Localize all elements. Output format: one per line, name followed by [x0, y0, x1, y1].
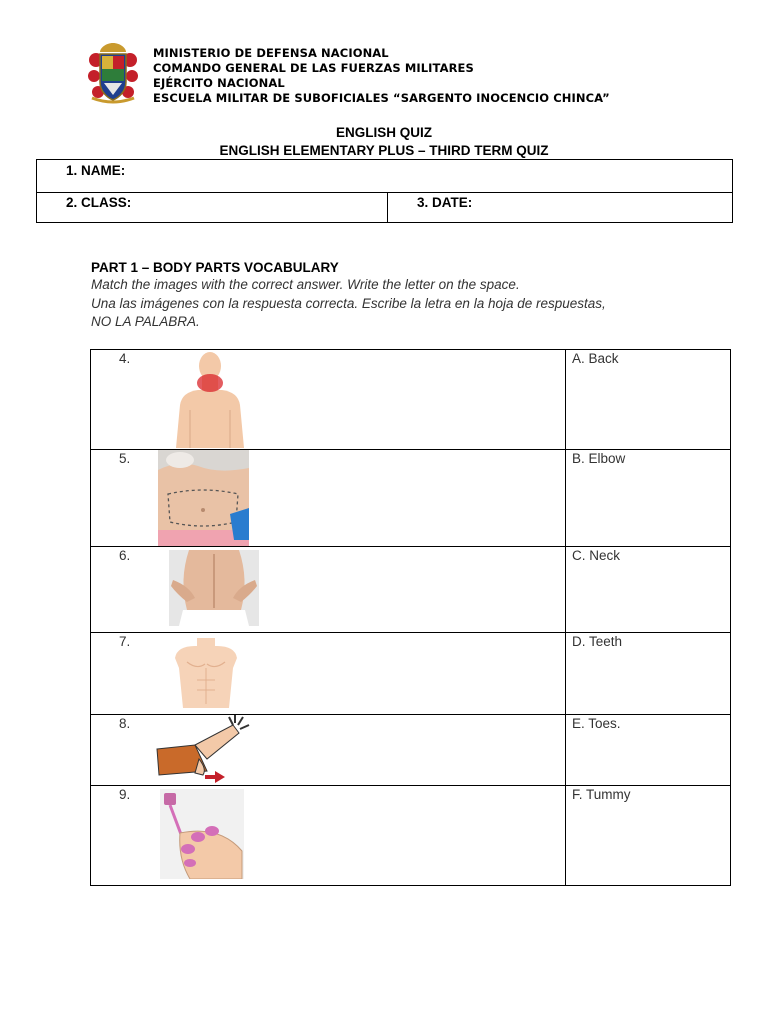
part1-title: PART 1 – BODY PARTS VOCABULARY	[91, 260, 339, 275]
answer-option: D. Teeth	[572, 634, 623, 649]
item-number: 7.	[119, 634, 131, 649]
military-crest-icon	[86, 40, 140, 106]
instruction-english: Match the images with the correct answer. Write the letter on the space.	[91, 277, 520, 292]
table-row	[91, 786, 730, 887]
painted-nails-illustration-image	[160, 789, 244, 879]
elbow-arm-illustration-image	[155, 715, 251, 785]
back-photo-image	[169, 550, 259, 626]
matching-table	[90, 349, 731, 886]
institution-header	[153, 46, 610, 106]
tummy-photo-image	[158, 450, 249, 546]
answer-option: B. Elbow	[572, 451, 626, 466]
item-number: 5.	[119, 451, 131, 466]
table-row	[91, 450, 730, 547]
institution-line-1: MINISTERIO DE DEFENSA NACIONAL	[153, 46, 389, 60]
item-number: 9.	[119, 787, 131, 802]
item-number: 8.	[119, 716, 131, 731]
quiz-subtitle: ENGLISH ELEMENTARY PLUS – THIRD TERM QUIZ	[219, 143, 549, 158]
date-label: 3. DATE:	[417, 195, 473, 210]
table-row	[91, 547, 730, 633]
chest-illustration-image	[171, 638, 241, 708]
institution-line-4: ESCUELA MILITAR DE SUBOFICIALES “SARGENTO INOCENCIO CHINCA”	[153, 91, 610, 105]
name-label: 1. NAME:	[66, 163, 126, 178]
instruction-spanish-1: Una las imágenes con la respuesta correcta. Escribe la letra en la hoja de respuestas,	[91, 296, 606, 311]
item-number: 4.	[119, 351, 131, 366]
student-info-table	[36, 159, 733, 223]
cell-divider	[387, 193, 388, 223]
class-label: 2. CLASS:	[66, 195, 132, 210]
item-number: 6.	[119, 548, 131, 563]
answer-option: C. Neck	[572, 548, 621, 563]
answer-option: F. Tummy	[572, 787, 631, 802]
answer-option: A. Back	[572, 351, 619, 366]
instruction-spanish-2: NO LA PALABRA.	[91, 314, 200, 329]
table-row	[91, 633, 730, 715]
answer-option: E. Toes.	[572, 716, 621, 731]
quiz-title: ENGLISH QUIZ	[335, 125, 432, 140]
institution-line-3: EJÉRCITO NACIONAL	[153, 76, 285, 90]
table-row	[91, 715, 730, 786]
institution-line-2: COMANDO GENERAL DE LAS FUERZAS MILITARES	[153, 61, 474, 75]
name-row[interactable]	[37, 160, 732, 193]
table-row	[91, 350, 730, 450]
neck-pain-figure-image	[168, 350, 252, 448]
